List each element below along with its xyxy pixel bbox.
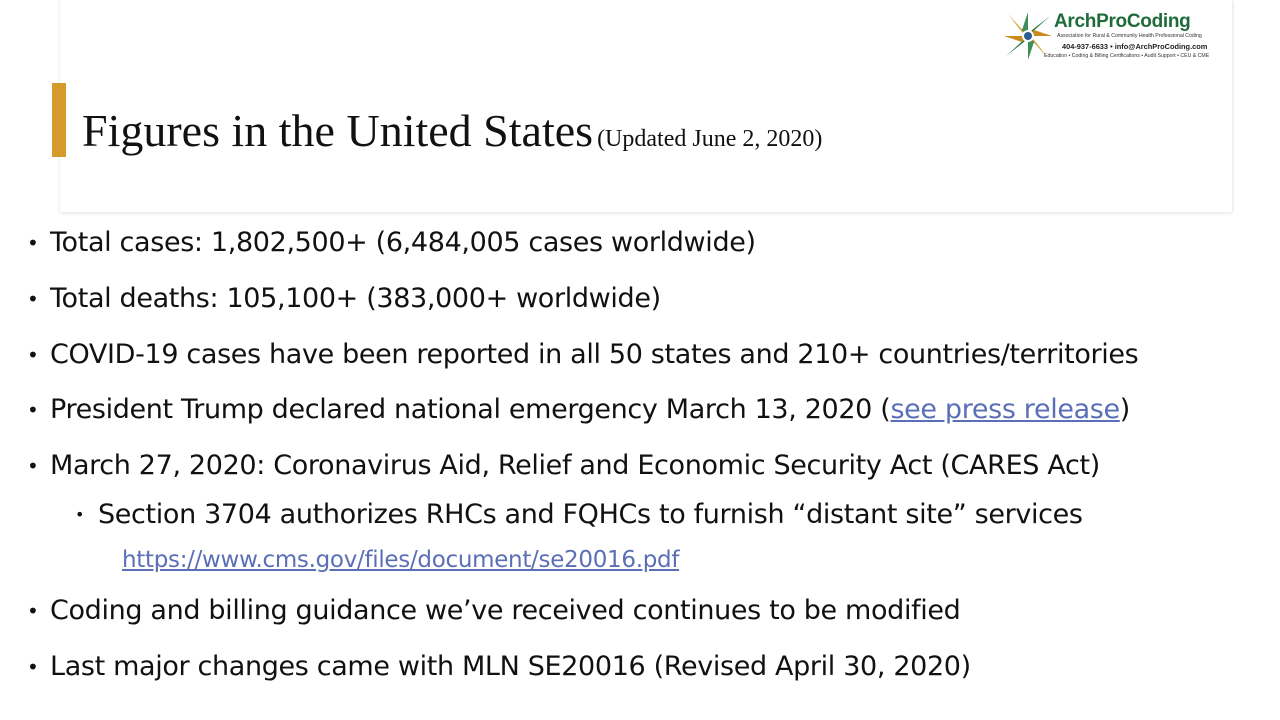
bullet-text: Section 3704 authorizes RHCs and FQHCs to furnish “distant site” services <box>98 499 1083 530</box>
sub-bullet-section-3704 <box>75 499 1083 531</box>
bullet-dot: • <box>27 454 39 478</box>
bullet-dot: • <box>27 343 39 367</box>
press-release-link[interactable]: see press release <box>890 394 1120 425</box>
bullet-text: March 27, 2020: Coronavirus Aid, Relief and Economic Security Act (CARES Act) <box>50 450 1100 481</box>
bullet-dot: • <box>27 599 39 623</box>
title-updated-date: (Updated June 2, 2020) <box>597 126 823 152</box>
logo-tagline: Association for Rural & Community Health Professional Coding <box>1057 33 1202 39</box>
bullet-dot: • <box>27 655 39 679</box>
logo-contact: 404-937-6633 • info@ArchProCoding.com <box>1062 42 1208 51</box>
logo-name: ArchProCoding <box>1054 11 1191 32</box>
bullet-text: Last major changes came with MLN SE20016 (Revised April 30, 2020) <box>50 651 971 682</box>
bullet-text-suffix: ) <box>1119 394 1130 425</box>
bullet-dot: • <box>27 231 39 255</box>
bullet-text: Total cases: 1,802,500+ (6,484,005 cases worldwide) <box>50 227 756 258</box>
bullet-total-cases <box>27 227 756 259</box>
bullet-major-changes <box>27 651 971 683</box>
bullet-coding-guidance <box>27 595 961 627</box>
bullet-text: President Trump declared national emergency March 13, 2020 ( <box>50 394 891 425</box>
bullet-text: COVID-19 cases have been reported in all 50 states and 210+ countries/territories <box>50 339 1139 370</box>
title-main: Figures in the United States <box>82 105 594 156</box>
bullet-total-deaths <box>27 283 661 315</box>
logo-services: Education • Coding & Billing Certifications • Audit Support • CEU & CME <box>1044 53 1210 59</box>
bullet-text: Total deaths: 105,100+ (383,000+ worldwide) <box>50 283 661 314</box>
cms-document-link[interactable]: https://www.cms.gov/files/document/se20016.pdf <box>122 547 680 573</box>
bullet-dot: • <box>27 398 39 422</box>
bullet-states-countries <box>27 339 1139 371</box>
bullet-national-emergency <box>27 394 1130 426</box>
bullet-dot: • <box>27 287 39 311</box>
bullet-text: Coding and billing guidance we’ve received continues to be modified <box>50 595 961 626</box>
bullet-cares-act <box>27 450 1100 482</box>
bullet-dot: • <box>75 505 85 524</box>
